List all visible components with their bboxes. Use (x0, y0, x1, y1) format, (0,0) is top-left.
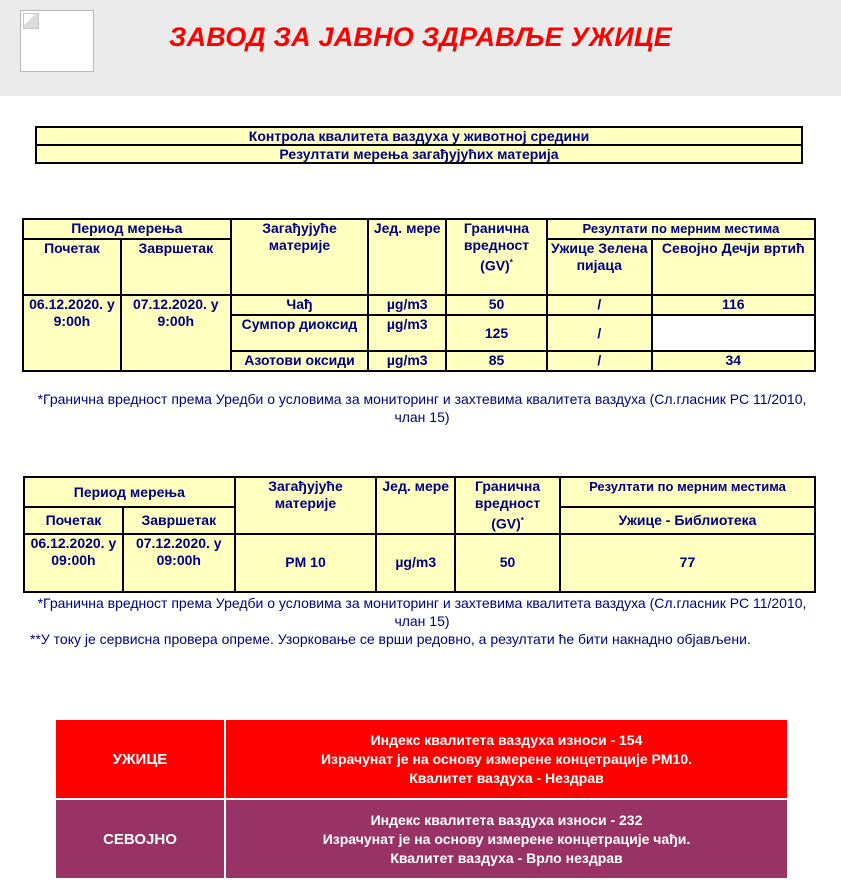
aqi-basis-line: Израчунат је на основу измерене концетрације чађи. (322, 830, 691, 847)
results-header: Резултати по мерним местима (560, 477, 815, 507)
limit-header: Гранична вредност (GV)* (446, 219, 547, 295)
aqi-basis-line: Израчунат је на основу измерене концетрације PM10. (320, 750, 692, 767)
unit-cell: µg/m3 (368, 351, 446, 371)
page-header (0, 0, 841, 96)
unit-header: Јед. мере (368, 219, 446, 295)
start-value: 06.12.2020. у 9:00h (23, 295, 121, 371)
site-header-sevojno: Севојно Дечји вртић (652, 239, 815, 295)
unit-cell: µg/m3 (376, 534, 455, 592)
site2-cell: 116 (652, 295, 815, 315)
results-table-2 (23, 476, 816, 593)
unit-header: Јед. мере (376, 477, 455, 534)
aqi-quality-line: Квалитет ваздуха - Врло нездрав (390, 849, 623, 866)
unit-cell: µg/m3 (368, 295, 446, 315)
caption-line-2: Резултати мерења загађујућих материја (36, 145, 802, 163)
limit-cell: 125 (446, 315, 547, 351)
footnote-service: **У току је сервисна провера опреме. Узорковање се врши редовно, а резултати ће бити накнадно објављени. (30, 631, 751, 647)
aqi-description (225, 719, 788, 799)
aqi-city: УЖИЦЕ (55, 719, 225, 799)
footnote-limit-2: *Гранична вредност према Уредби о условима за мониторинг и захтевима квалитета ваздуха (Сл.гласник РС 11/2010, члан 15) (37, 595, 807, 629)
footnote-limit-1: *Гранична вредност према Уредби о условима за мониторинг и захтевима квалитета ваздуха (Сл.гласник РС 11/2010, члан 15) (37, 391, 807, 425)
pollutant-header: Загађујуће материје (235, 477, 377, 534)
limit-cell: 85 (446, 351, 547, 371)
page-title: ЗАВОД ЗА ЈАВНО ЗДРАВЉЕ УЖИЦЕ (169, 22, 672, 52)
site-header-biblioteka: Ужице - Библиотека (560, 507, 815, 533)
end-value: 07.12.2020. у 9:00h (121, 295, 231, 371)
value-cell: 77 (560, 534, 815, 592)
period-header: Период мерења (24, 477, 235, 507)
site-header-uzice: Ужице Зелена пијаца (547, 239, 652, 295)
air-quality-index-table (54, 718, 789, 880)
start-header: Почетак (24, 507, 123, 533)
pollutant-cell: PM 10 (235, 534, 377, 592)
pollutant-cell: Чађ (231, 295, 369, 315)
aqi-row-sevojno (55, 799, 788, 879)
caption-line-1: Контрола квалитета ваздуха у животној средини (36, 127, 802, 145)
results-table-1 (22, 218, 816, 372)
site2-cell (652, 315, 815, 351)
aqi-quality-line: Квалитет ваздуха - Нездрав (409, 769, 604, 786)
end-header: Завршетак (123, 507, 235, 533)
site1-cell: / (547, 295, 652, 315)
results-header: Резултати по мерним местима (547, 219, 815, 239)
pollutant-cell: Азотови оксиди (231, 351, 369, 371)
aqi-index-line: Индекс квалитета ваздуха износи - 154 (370, 731, 643, 748)
start-header: Почетак (23, 239, 121, 295)
end-header: Завршетак (121, 239, 231, 295)
pollutant-header: Загађујуће материје (231, 219, 369, 295)
aqi-city: СЕВОЈНО (55, 799, 225, 879)
limit-header: Гранична вредност (GV)* (455, 477, 560, 534)
period-header: Период мерења (23, 219, 231, 239)
end-value: 07.12.2020. у 09:00h (123, 534, 235, 592)
limit-cell: 50 (446, 295, 547, 315)
site2-cell: 34 (652, 351, 815, 371)
start-value: 06.12.2020. у 09:00h (24, 534, 123, 592)
aqi-index-line: Индекс квалитета ваздуха износи - 232 (370, 811, 643, 828)
limit-cell: 50 (455, 534, 560, 592)
aqi-description (225, 799, 788, 879)
report-caption (35, 126, 803, 164)
unit-cell: µg/m3 (368, 315, 446, 351)
pollutant-cell: Сумпор диоксид (231, 315, 369, 351)
site1-cell: / (547, 351, 652, 371)
aqi-row-uzice (55, 719, 788, 799)
site1-cell: / (547, 315, 652, 351)
